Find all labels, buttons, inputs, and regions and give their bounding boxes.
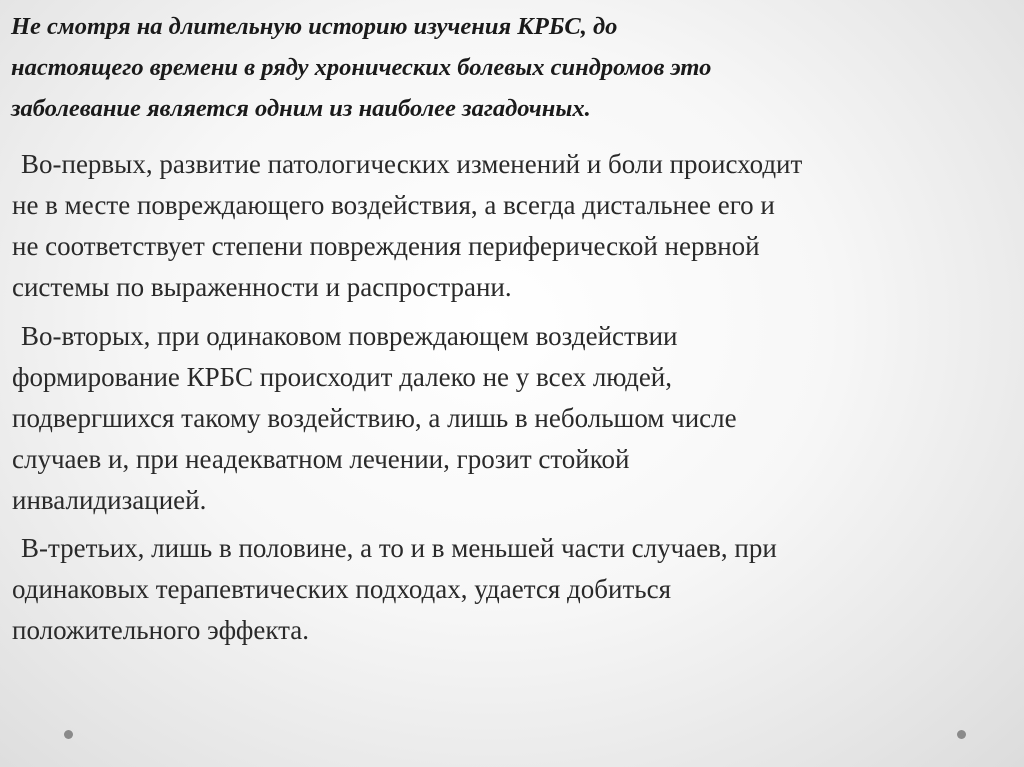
- paragraph-line: системы по выраженности и распространи.: [12, 272, 512, 302]
- paragraph-line: Во-вторых, при одинаковом повреждающем воздействии: [21, 321, 678, 351]
- paragraph-line: В-третьих, лишь в половине, а то и в меньшей части случаев, при: [21, 533, 777, 563]
- paragraph-line: не в месте повреждающего воздействия, а всегда дистальнее его и: [12, 190, 775, 220]
- paragraph-line: положительного эффекта.: [12, 615, 310, 645]
- paragraph-line: случаев и, при неадекватном лечении, грозит стойкой: [12, 444, 630, 474]
- paragraph-line: инвалидизацией.: [12, 485, 207, 515]
- paragraph-line: подвергшихся такому воздействию, а лишь в небольшом числе: [12, 403, 737, 433]
- intro-line: настоящего времени в ряду хронических болевых синдромов это: [11, 54, 712, 81]
- intro-statement: [11, 6, 1011, 129]
- decorative-dot-icon: [957, 730, 966, 739]
- paragraph-line: одинаковых терапевтических подходах, удается добиться: [12, 574, 671, 604]
- intro-line: Не смотря на длительную историю изучения КРБС, до: [11, 13, 618, 40]
- decorative-dot-icon: [64, 730, 73, 739]
- paragraph-third: [12, 528, 1012, 651]
- intro-line: заболевание является одним из наиболее загадочных.: [11, 95, 591, 122]
- paragraph-line: формирование КРБС происходит далеко не у всех людей,: [12, 362, 673, 392]
- paragraph-line: не соответствует степени повреждения периферической нервной: [12, 231, 760, 261]
- paragraph-second: [12, 316, 1012, 521]
- paragraph-first: [12, 144, 1012, 308]
- paragraph-line: Во-первых, развитие патологических изменений и боли происходит: [21, 149, 803, 179]
